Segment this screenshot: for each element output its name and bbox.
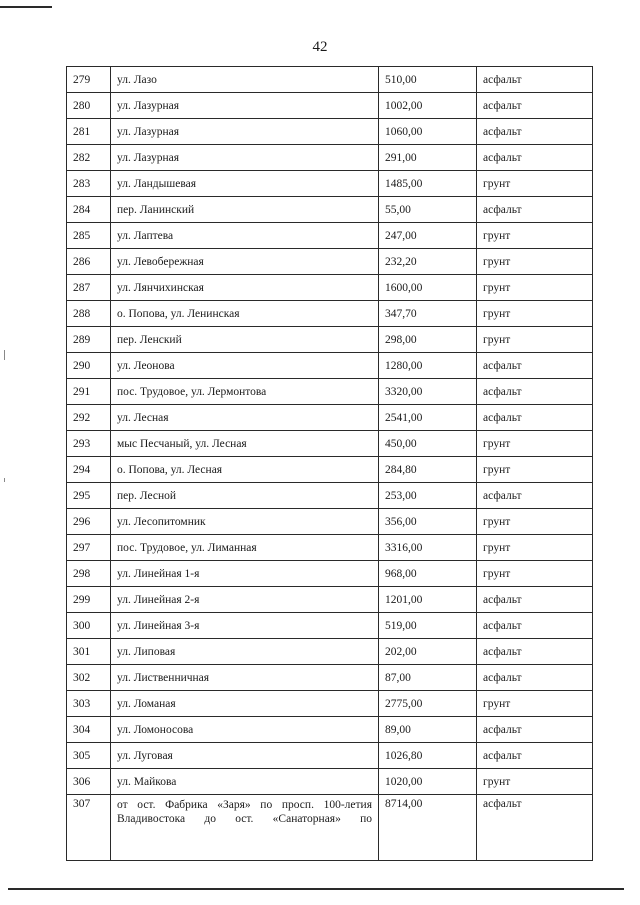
row-number: 304 [67, 717, 111, 743]
road-name: ул. Липовая [111, 639, 379, 665]
table-row [67, 769, 593, 795]
row-number: 284 [67, 197, 111, 223]
road-coverage: асфальт [477, 197, 593, 223]
road-name: ул. Линейная 2-я [111, 587, 379, 613]
row-number: 296 [67, 509, 111, 535]
road-name: о. Попова, ул. Лесная [111, 457, 379, 483]
road-name: ул. Левобережная [111, 249, 379, 275]
road-length: 232,20 [379, 249, 477, 275]
road-name: ул. Лесопитомник [111, 509, 379, 535]
road-length: 2775,00 [379, 691, 477, 717]
road-coverage: асфальт [477, 405, 593, 431]
road-coverage: асфальт [477, 93, 593, 119]
table-row [67, 223, 593, 249]
road-length: 291,00 [379, 145, 477, 171]
road-length: 3320,00 [379, 379, 477, 405]
road-coverage: грунт [477, 223, 593, 249]
road-length: 253,00 [379, 483, 477, 509]
table-row [67, 379, 593, 405]
row-number: 301 [67, 639, 111, 665]
road-name: ул. Лазурная [111, 93, 379, 119]
table-row [67, 587, 593, 613]
row-number: 283 [67, 171, 111, 197]
road-name: ул. Леонова [111, 353, 379, 379]
table-row [67, 665, 593, 691]
row-number: 287 [67, 275, 111, 301]
road-length: 87,00 [379, 665, 477, 691]
road-length: 519,00 [379, 613, 477, 639]
row-number: 298 [67, 561, 111, 587]
road-coverage: грунт [477, 275, 593, 301]
table-row [67, 509, 593, 535]
road-length: 968,00 [379, 561, 477, 587]
page-number: 42 [312, 39, 328, 55]
road-name: пос. Трудовое, ул. Лиманная [111, 535, 379, 561]
road-length: 8714,00 [379, 795, 477, 861]
table-row [67, 561, 593, 587]
table-row [67, 353, 593, 379]
road-coverage: асфальт [477, 353, 593, 379]
road-length: 347,70 [379, 301, 477, 327]
table-row [67, 93, 593, 119]
table-row [67, 301, 593, 327]
table-row [67, 119, 593, 145]
row-number: 281 [67, 119, 111, 145]
table-row [67, 717, 593, 743]
row-number: 285 [67, 223, 111, 249]
road-length: 1201,00 [379, 587, 477, 613]
road-name: ул. Ландышевая [111, 171, 379, 197]
row-number: 302 [67, 665, 111, 691]
row-number: 292 [67, 405, 111, 431]
road-length: 450,00 [379, 431, 477, 457]
road-name: ул. Майкова [111, 769, 379, 795]
road-coverage: грунт [477, 301, 593, 327]
row-number: 303 [67, 691, 111, 717]
road-length: 247,00 [379, 223, 477, 249]
road-length: 202,00 [379, 639, 477, 665]
road-name: ул. Ломоносова [111, 717, 379, 743]
road-coverage: асфальт [477, 717, 593, 743]
road-coverage: грунт [477, 431, 593, 457]
table-row [67, 275, 593, 301]
road-name: ул. Лесная [111, 405, 379, 431]
road-length: 3316,00 [379, 535, 477, 561]
table-row [67, 249, 593, 275]
row-number: 294 [67, 457, 111, 483]
row-number: 291 [67, 379, 111, 405]
row-number: 299 [67, 587, 111, 613]
road-name: ул. Ломаная [111, 691, 379, 717]
road-length: 1002,00 [379, 93, 477, 119]
road-name: от ост. Фабрика «Заря» по просп. 100-летия Владивостока до ост. «Санаторная» по [111, 795, 379, 861]
road-coverage: грунт [477, 561, 593, 587]
road-name: мыс Песчаный, ул. Лесная [111, 431, 379, 457]
road-length: 1280,00 [379, 353, 477, 379]
table-row [67, 691, 593, 717]
road-coverage: асфальт [477, 639, 593, 665]
road-coverage: асфальт [477, 379, 593, 405]
road-coverage: асфальт [477, 67, 593, 93]
row-number: 290 [67, 353, 111, 379]
table-row [67, 483, 593, 509]
road-length: 2541,00 [379, 405, 477, 431]
table-row [67, 67, 593, 93]
table-row [67, 795, 593, 861]
road-length: 1020,00 [379, 769, 477, 795]
road-name: ул. Линейная 3-я [111, 613, 379, 639]
road-name: ул. Лянчихинская [111, 275, 379, 301]
road-coverage: асфальт [477, 795, 593, 861]
road-length: 89,00 [379, 717, 477, 743]
table-row [67, 743, 593, 769]
road-coverage: грунт [477, 457, 593, 483]
roads-table [66, 66, 593, 861]
road-coverage: асфальт [477, 665, 593, 691]
road-length: 55,00 [379, 197, 477, 223]
table-row [67, 405, 593, 431]
row-number: 297 [67, 535, 111, 561]
road-length: 1600,00 [379, 275, 477, 301]
table-row [67, 327, 593, 353]
table-row [67, 431, 593, 457]
road-name: о. Попова, ул. Ленинская [111, 301, 379, 327]
road-name: ул. Лиственничная [111, 665, 379, 691]
road-coverage: асфальт [477, 613, 593, 639]
table-row [67, 613, 593, 639]
table-row [67, 457, 593, 483]
road-length: 298,00 [379, 327, 477, 353]
road-length: 1060,00 [379, 119, 477, 145]
road-name: пос. Трудовое, ул. Лермонтова [111, 379, 379, 405]
row-number: 288 [67, 301, 111, 327]
row-number: 286 [67, 249, 111, 275]
row-number: 282 [67, 145, 111, 171]
road-name: пер. Ланинский [111, 197, 379, 223]
table-row [67, 535, 593, 561]
row-number: 279 [67, 67, 111, 93]
road-coverage: асфальт [477, 483, 593, 509]
road-coverage: асфальт [477, 119, 593, 145]
road-name: пер. Ленский [111, 327, 379, 353]
road-coverage: асфальт [477, 145, 593, 171]
scan-edge-bottom [8, 888, 624, 890]
road-name: ул. Лазурная [111, 145, 379, 171]
row-number: 280 [67, 93, 111, 119]
road-name: ул. Линейная 1-я [111, 561, 379, 587]
road-name: ул. Лазо [111, 67, 379, 93]
road-length: 284,80 [379, 457, 477, 483]
road-coverage: асфальт [477, 587, 593, 613]
road-coverage: асфальт [477, 743, 593, 769]
road-length: 356,00 [379, 509, 477, 535]
road-name: ул. Луговая [111, 743, 379, 769]
scan-edge-top [0, 6, 52, 8]
road-name: ул. Лаптева [111, 223, 379, 249]
table-row [67, 639, 593, 665]
road-coverage: грунт [477, 509, 593, 535]
road-name: пер. Лесной [111, 483, 379, 509]
road-coverage: грунт [477, 171, 593, 197]
table-row [67, 197, 593, 223]
row-number: 295 [67, 483, 111, 509]
road-length: 1026,80 [379, 743, 477, 769]
row-number: 289 [67, 327, 111, 353]
table-row [67, 171, 593, 197]
road-coverage: грунт [477, 249, 593, 275]
margin-mark [4, 478, 5, 482]
road-coverage: грунт [477, 769, 593, 795]
row-number: 305 [67, 743, 111, 769]
road-name: ул. Лазурная [111, 119, 379, 145]
row-number: 293 [67, 431, 111, 457]
row-number: 306 [67, 769, 111, 795]
table-row [67, 145, 593, 171]
road-length: 510,00 [379, 67, 477, 93]
row-number: 300 [67, 613, 111, 639]
road-coverage: грунт [477, 691, 593, 717]
margin-mark [4, 350, 5, 360]
road-coverage: грунт [477, 327, 593, 353]
row-number: 307 [67, 795, 111, 861]
road-coverage: грунт [477, 535, 593, 561]
road-length: 1485,00 [379, 171, 477, 197]
